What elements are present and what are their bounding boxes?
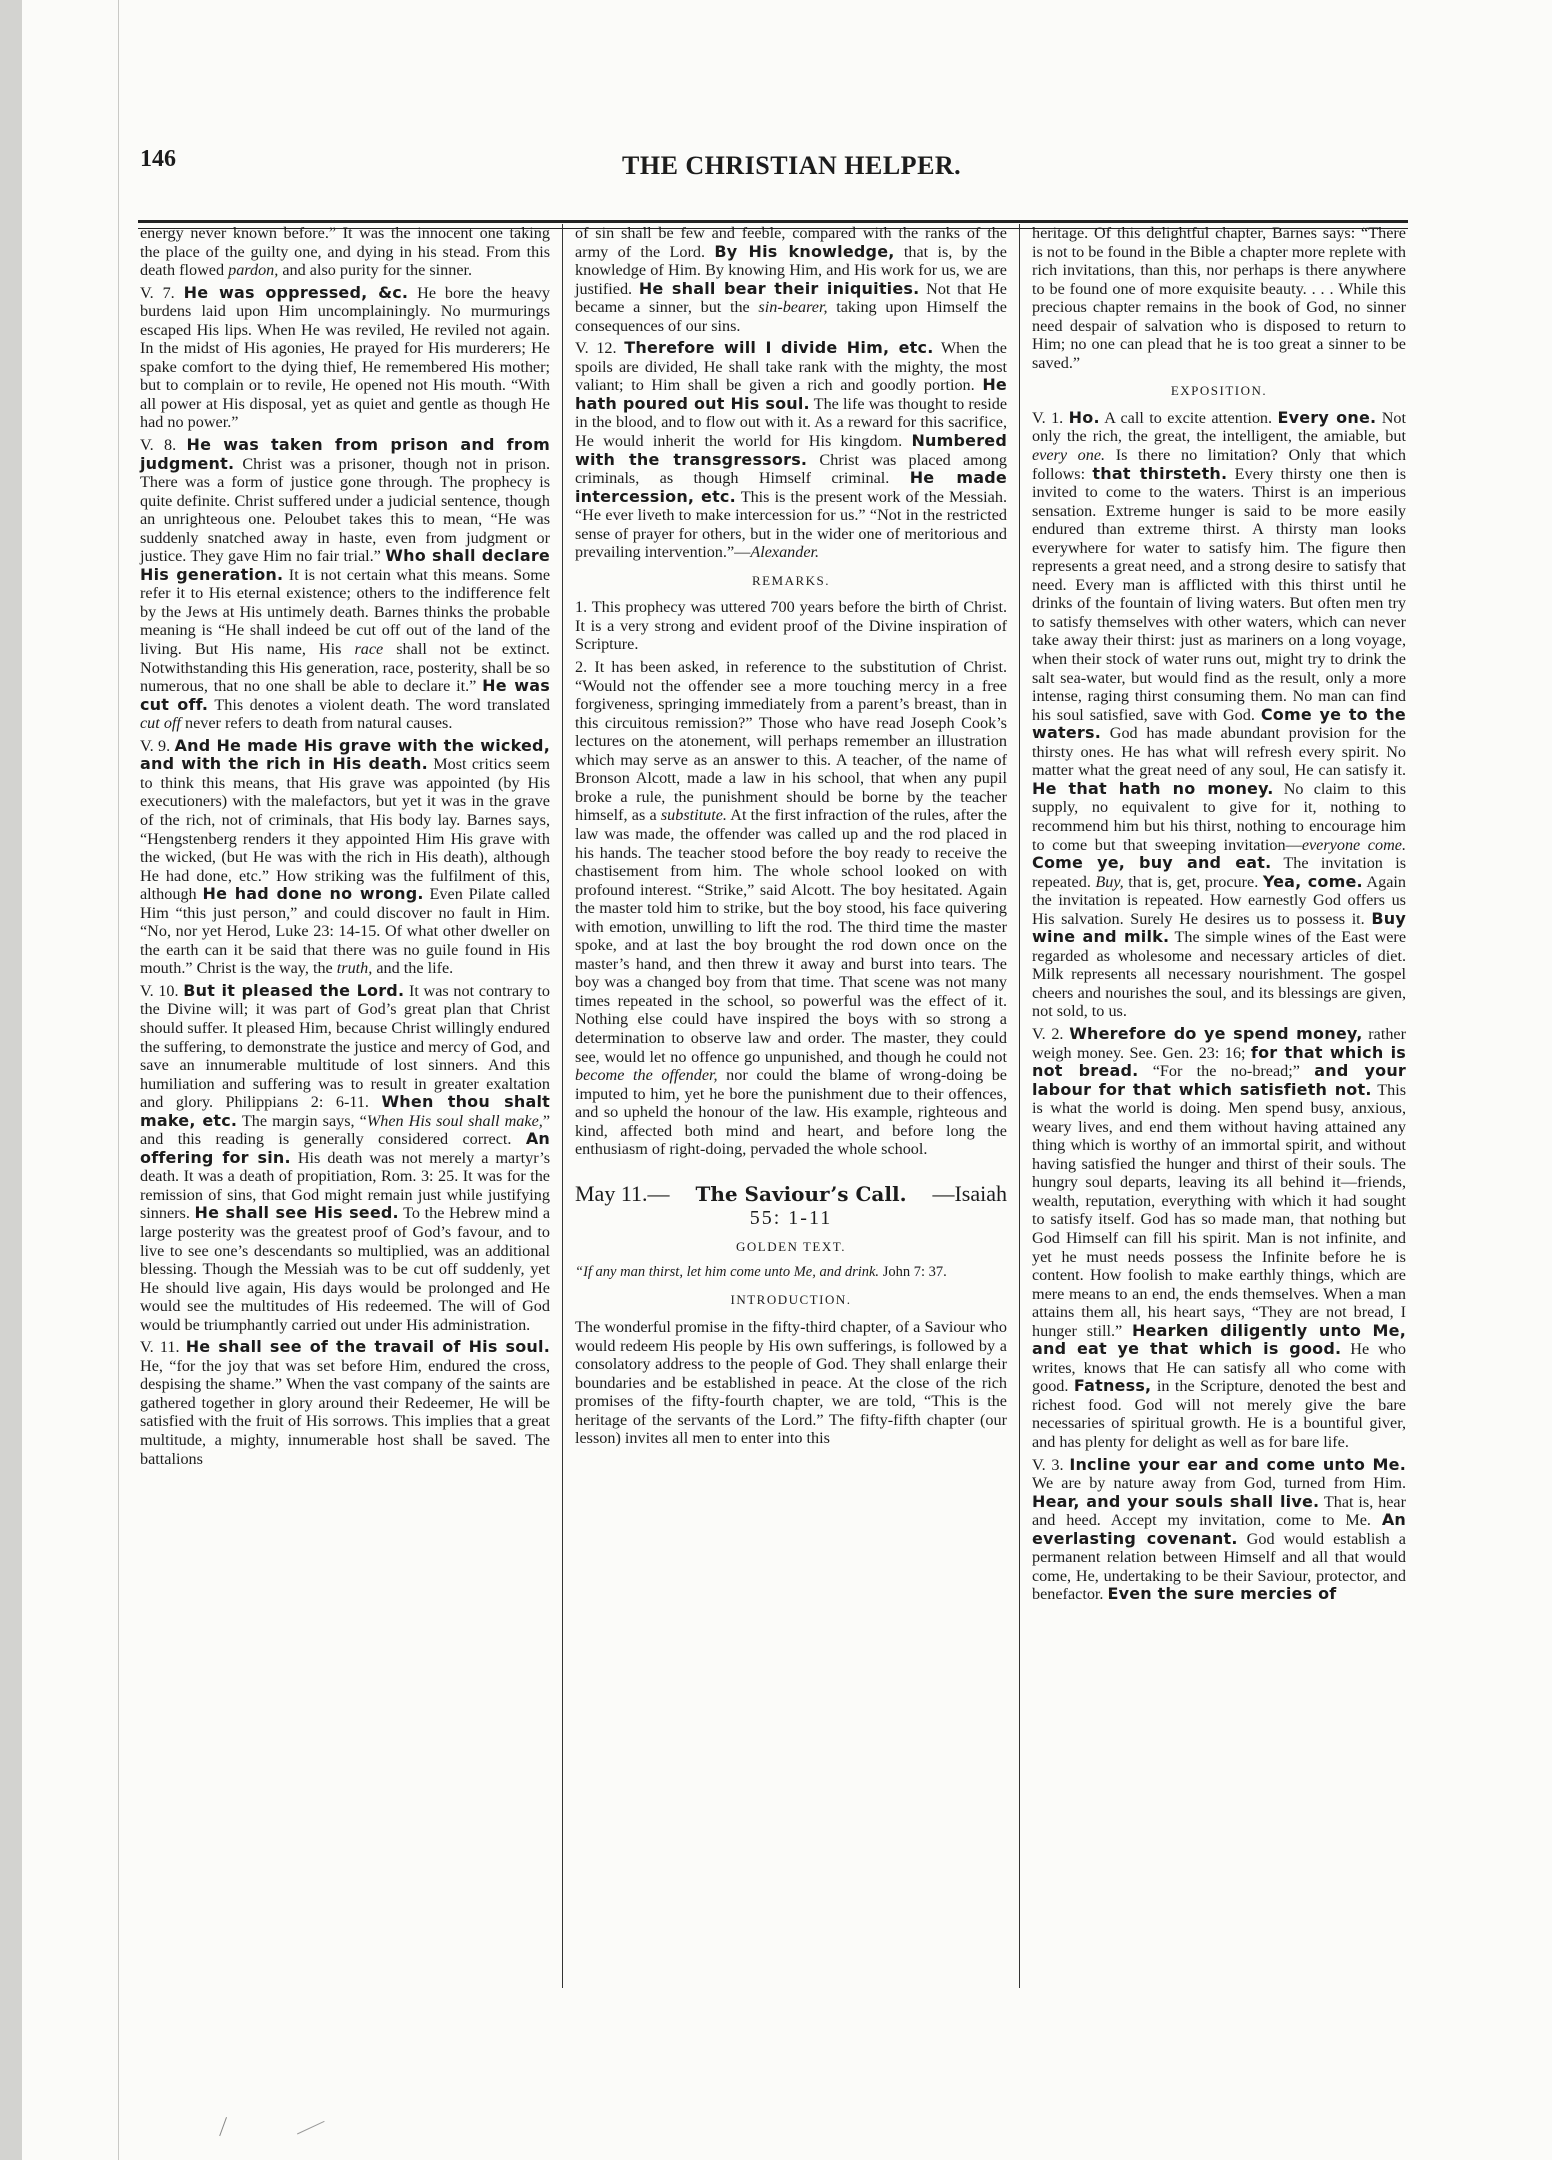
running-title: THE CHRISTIAN HELPER. bbox=[622, 151, 962, 180]
header-rule bbox=[138, 220, 1408, 223]
text-run: heritage. Of this delightful chapter, Barnes says: “There is not to be found in the Bible a chapter more replete with rich invitations, than this, nor perhaps is there anywhere to be found one of more exquisite beauty. . . . While this precious chapter remains in the book of God, no sinner need despair of salvation who is disposed to return to Him; no one can plead that he is too great a sinner to be saved.” bbox=[1032, 224, 1407, 372]
italic-run: substitute. bbox=[660, 806, 727, 825]
bold-run: He that hath no money. bbox=[1032, 778, 1274, 798]
bold-run: Come ye, buy and eat. bbox=[1032, 853, 1272, 873]
text-run: It was not contrary to the Divine will; it was part of God’s great plan that Christ should suffer. It pleased Him, because Christ willingly endured the suffering, to demonstrate the justice and mercy of God, and save an innumerable multitude of lost sinners. And this humiliation and suffering was to result in greater exaltation and glory. Philippians 2: 6-11. bbox=[140, 981, 550, 1112]
italic-run: every one. bbox=[1032, 446, 1106, 465]
bold-run: An everlasting covenant. bbox=[1032, 1510, 1406, 1548]
bold-run: He shall see His seed. bbox=[194, 1203, 399, 1223]
paragraph bbox=[1032, 1025, 1406, 1452]
text-run: V. 10. bbox=[140, 981, 184, 1000]
paragraph bbox=[1032, 224, 1406, 372]
bold-run: He hath poured out His soul. bbox=[575, 375, 1007, 413]
bold-run: And He made His grave with the wicked, and with the rich in His death. bbox=[140, 735, 550, 774]
paper-mark bbox=[289, 2105, 324, 2135]
text-run: We are by nature away from God, turned from Him. bbox=[1032, 1474, 1406, 1493]
lesson-name: The Saviour’s Call. bbox=[695, 1181, 907, 1206]
text-run: V. 1. bbox=[1032, 408, 1069, 427]
text-run: The wonderful promise in the fifty-third chapter, of a Saviour who would redeem His people by His own sufferings, is followed by a consolatory address to the people of God. They shall enlarge their boundaries and be established in peace. At the close of the rich promises of the fifty-fourth chapter, we are told, “This is the heritage of the servants of the Lord.” The fifty-fifth chapter (our lesson) invites all men to enter into this bbox=[575, 1317, 1007, 1448]
bold-run: Come ye to the waters. bbox=[1032, 704, 1406, 743]
text-run: ” and this reading is generally considered correct. bbox=[140, 1111, 550, 1149]
bold-run: He shall see of the travail of His soul. bbox=[185, 1337, 550, 1357]
text-run: never refers to death from natural causes. bbox=[180, 714, 453, 733]
text-run: “For the no-bread;” bbox=[1138, 1062, 1315, 1081]
text-run: V. 12. bbox=[575, 339, 625, 358]
paragraph bbox=[575, 598, 1007, 654]
text-run: That is, hear and heed. Accept my invitation, come to Me. bbox=[1032, 1492, 1406, 1530]
text-run: This is what the world is doing. Men spend busy, anxious, weary lives, and end them without having attained any thing which is worthy of an immortal spirit, and without having satisfied the hunger and thirst of their souls. The hungry soul departs, leaving its all behind it—friends, wealth, reputation, everything with which it had sought to satisfy itself. God has so made man, that nothing but God Himself can fill his spirit. Man is not infinite, and yet he must needs possess the Infinite before he is content. How foolish to make earthly things, which are mere means to an end, the ends themselves. When a man attains them all, his heart says, “They are not bread, I hunger still.” bbox=[1032, 1080, 1406, 1340]
text-run: that is, by the knowledge of Him. By knowing Him, and His work for us, we are justified. bbox=[575, 242, 1007, 298]
column-2-text bbox=[575, 224, 1007, 562]
page-sheet bbox=[22, 0, 1552, 2160]
column-divider bbox=[1019, 224, 1020, 1988]
text-run: He who writes, knows that He can satisfy all who come with good. bbox=[1032, 1340, 1406, 1396]
text-run: Not that He became a sinner, but the bbox=[575, 279, 1007, 317]
paragraph bbox=[575, 224, 1007, 335]
text-run: Not only the rich, the great, the intelligent, the amiable, but bbox=[1032, 408, 1406, 446]
paragraph bbox=[140, 284, 550, 432]
text-run: Is there no limitation? Only that which follows: bbox=[1032, 446, 1406, 483]
text-run: The life was thought to reside in the blood, and to flow out with it. As a reward for this sacrifice, He would inherit the world for His kingdom. bbox=[575, 394, 1008, 451]
page-number: 146 bbox=[140, 146, 176, 172]
italic-run: When His soul shall make, bbox=[366, 1111, 543, 1130]
paragraph bbox=[575, 1318, 1007, 1448]
italic-run: Buy, bbox=[1095, 872, 1124, 891]
bold-run: Hearken diligently unto Me, and eat ye that which is good. bbox=[1032, 1320, 1406, 1359]
paragraph bbox=[575, 658, 1007, 1159]
text-run: The margin says, “ bbox=[237, 1111, 367, 1130]
text-run: Again the invitation is repeated. How earnestly God offers us His salvation. Surely He desires us to possess it. bbox=[1032, 872, 1406, 928]
text-run: nor could the blame of wrong-doing be imputed to him, yet he bore the punishment due to their offences, and so upheld the honour of the law. His example, righteous and kind, affected both mind and heart, and before long the enthusiasm of right-doing, pervaded the whole school. bbox=[575, 1066, 1007, 1159]
italic-run: become the offender, bbox=[575, 1066, 718, 1085]
text-run: The simple wines of the East were regarded as wholesome and necessary articles of diet. Milk represents all necessary nourishment. The gospel cheers and nourishes the soul, and its blessings are given, not sold, to us. bbox=[1032, 928, 1407, 1021]
italic-run: truth, bbox=[336, 959, 373, 978]
introduction-heading: INTRODUCTION. bbox=[730, 1292, 852, 1308]
column-divider bbox=[562, 224, 563, 1988]
paragraph bbox=[140, 1338, 550, 1468]
text-run: V. 9. bbox=[140, 736, 175, 755]
column-3-text bbox=[1032, 224, 1406, 372]
bold-run: Yea, come. bbox=[1262, 871, 1363, 891]
golden-text-heading: GOLDEN TEXT. bbox=[736, 1238, 846, 1254]
bold-run: Hear, and your souls shall live. bbox=[1032, 1491, 1320, 1511]
text-run: At the first infraction of the rules, after the law was made, the offender was called up and the rod placed in his hands. The teacher stood before the boy ready to receive the chastisement from him. The whole school looked on with profound interest. “Strike,” said Alcott. The boy hesitated. Again the master told him to strike, but the boy stood, his face quivering with emotion, unwilling to lift the rod. The third time the master spoke, and at last the boy brought the rod down once on the master’s hand, and then threw it away and burst into tears. The boy was a changed boy from that time. That scene was not many times repeated in the school, so powerful was the effect of it. Nothing else could have inspired the boys with so strong a determination to observe law and order. The master, they could see, would let no offence go unpunished, and though he could not bbox=[575, 806, 1007, 1066]
text-run: energy never known before.” It was the innocent one taking the place of the guilty one, and dying in his stead. From this death flowed bbox=[140, 224, 550, 280]
italic-run: sin-bearer, bbox=[758, 298, 828, 317]
golden-text bbox=[575, 1264, 1007, 1281]
remarks-heading: REMARKS. bbox=[751, 572, 831, 588]
lesson-title bbox=[575, 1180, 1007, 1206]
text-run: and also purity for the sinner. bbox=[278, 261, 473, 280]
bold-run: He was taken from prison and from judgment. bbox=[140, 435, 550, 473]
column-3 bbox=[1032, 224, 1406, 1608]
text-run: shall not be extinct. Notwithstanding this His generation, race, posterity, shall be so numerous, that no one shall be able to declare it.” bbox=[140, 640, 550, 696]
lesson-reference: 55: 1-11 bbox=[749, 1207, 833, 1230]
bold-run: An offering for sin. bbox=[140, 1129, 550, 1167]
text-run: God has made abundant provision for the thirsty ones. He has what will refresh every spirit. No matter what the great need of any soul, He can satisfy it. bbox=[1032, 724, 1406, 780]
introduction-text bbox=[575, 1318, 1007, 1448]
italic-run: everyone come. bbox=[1301, 835, 1406, 854]
bold-run: Wherefore do ye spend money, bbox=[1069, 1023, 1363, 1043]
text-run: He bore the heavy burdens laid upon Him uncomplainingly. No murmurings escaped His lips. When He was reviled, He reviled not again. In the midst of His agonies, He prayed for His murderers; He spake comfort to the dying thief, He remembered His mother; but to complain or to revile, He opened not His mouth. “With all power at His disposal, yet as quiet and gentle as though He had no power.” bbox=[140, 283, 550, 432]
bold-run: Buy wine and milk. bbox=[1032, 908, 1406, 947]
paragraph bbox=[140, 224, 550, 280]
bold-run: He shall bear their iniquities. bbox=[638, 278, 920, 298]
lesson-date: May 11.— bbox=[575, 1180, 670, 1206]
golden-text-ref: John 7: 37. bbox=[882, 1264, 947, 1281]
column-1-text bbox=[140, 224, 550, 1468]
text-run: in the Scripture, denoted the best and richest food. God will not merely give the bare necessaries of spiritual growth. He is a bountiful giver, and has plenty for delight as well as for bare life. bbox=[1032, 1377, 1407, 1451]
bold-run: Who shall declare His generation. bbox=[140, 546, 550, 584]
text-run: No claim to this supply, no equivalent to give for it, nothing to recommend him but his thirst, nothing to encourage him to come but that sweeping invitation— bbox=[1032, 779, 1406, 854]
italic-run: pardon, bbox=[228, 261, 279, 280]
bold-run: But it pleased the Lord. bbox=[183, 980, 405, 1000]
bold-run: He was cut off. bbox=[140, 676, 550, 714]
bold-run: Numbered with the transgressors. bbox=[575, 431, 1007, 469]
text-run: V. 2. bbox=[1032, 1024, 1070, 1043]
text-run: Christ was placed among criminals, as though Himself criminal. bbox=[575, 450, 1007, 488]
paper-mark bbox=[219, 2117, 246, 2143]
text-run: He, “for the joy that was set before Him, endured the cross, despising the shame.” When the vast company of the saints are gathered together in glory around their Redeemer, He will be satisfied with the fruit of His sorrows. This implies that a great multitude, a mighty, innumerable host shall be saved. The battalions bbox=[140, 1356, 550, 1468]
bold-run: that thirsteth. bbox=[1092, 463, 1228, 483]
bold-run: When thou shalt make, etc. bbox=[140, 1092, 550, 1130]
bold-run: Incline your ear and come unto Me. bbox=[1069, 1454, 1406, 1474]
text-run: Even Pilate called Him “this just person,” and could discover no fault in Him. “No, nor yet Herod, Luke 23: 14-15. Of what other dweller on the earth can it be said that there was no guile found in His mouth.” Christ is the way, the bbox=[140, 885, 550, 978]
bold-run: Ho. bbox=[1068, 407, 1100, 427]
text-run: God would establish a permanent relation between Himself and all that would come, He, undertaking to be their Saviour, protector, and benefactor. bbox=[1032, 1529, 1406, 1604]
text-run: When the spoils are divided, He shall take rank with the mighty, the most valiant; to Him shall be given a rich and goodly portion. bbox=[575, 339, 1007, 395]
text-run: 2. It has been asked, in reference to the substitution of Christ. “Would not the offender see a more touching mercy in a free forgiveness, springing immediately from a parent’s breast, than in this circuitous remission?” Those who have read Joseph Cook’s lectures on the atonement, will perhaps remember an illustration which may serve as an answer to this. A teacher, of the name of Bronson Alcott, made a law in his school, that when any pupil broke a rule, the punishment should be borne by the teacher himself, as a bbox=[575, 658, 1007, 825]
bold-run: Therefore will I divide Him, etc. bbox=[624, 338, 934, 358]
text-run: The invitation is repeated. bbox=[1032, 854, 1406, 891]
text-run: of sin shall be few and feeble, compared with the ranks of the army of the Lord. bbox=[575, 224, 1007, 261]
text-run: His death was not merely a martyr’s death. It was a death of propitiation, Rom. 3: 25. It was for the remission of sins, that God might remain just while justifying sinners. bbox=[140, 1148, 550, 1223]
remarks-text bbox=[575, 598, 1007, 1158]
bold-run: He made intercession, etc. bbox=[575, 468, 1007, 506]
bold-run: He was oppressed, &c. bbox=[183, 282, 409, 302]
paragraph bbox=[575, 339, 1007, 562]
text-run: Most critics seem to think this means, that His grave was appointed (by His executioners) with the malefactors, but yet it was in the grave of the rich, not of criminals, that His body lay. Barnes says, “Hengstenberg renders it they appointed Him His grave with the wicked, (but He was with the rich in His death), although He had done, etc.” How striking was the fulfilment of this, although bbox=[140, 755, 550, 904]
bold-run: Every one. bbox=[1277, 407, 1377, 427]
bold-run: for that which is not bread. bbox=[1032, 1042, 1406, 1081]
text-run: This denotes a violent death. The word translated bbox=[208, 695, 551, 714]
text-run: rather weigh money. See. Gen. 23: 16; bbox=[1032, 1024, 1406, 1062]
text-run: Every thirsty one then is invited to come to the waters. Thirst is an imperious sensation. Extreme hunger is said to be more easily endured than extreme thirst. A thirsty man looks everywhere for water to satisfy him. The figure then represents a great need, and a strong desire to satisfy that need. Every man is afflicted with this thirst until he drinks of the fountain of living waters. But often men try to satisfy themselves with other waters, which can never take away their thirst: just as mariners on a long voyage, when their stock of water runs out, might try to drink the salt sea-water, but would find as the result, only a more intense, raging thirst consuming them. No man can find his soul satisfied, save with God. bbox=[1032, 464, 1407, 724]
italic-run: Alexander. bbox=[750, 543, 820, 562]
lesson-book: —Isaiah bbox=[932, 1180, 1007, 1206]
bold-run: and your labour for that which satisfieth not. bbox=[1032, 1061, 1407, 1099]
column-1 bbox=[140, 224, 550, 1472]
paragraph bbox=[1032, 409, 1406, 1021]
text-run: V. 3. bbox=[1032, 1455, 1070, 1474]
italic-run: cut off bbox=[140, 714, 181, 733]
column-2 bbox=[575, 224, 1007, 1452]
text-run: 1. This prophecy was uttered 700 years before the birth of Christ. It is a very strong and evident proof of the Divine inspiration of Scripture. bbox=[575, 598, 1007, 654]
bold-run: He had done no wrong. bbox=[202, 884, 424, 904]
exposition-text bbox=[1032, 409, 1406, 1604]
text-run: It is not certain what this means. Some refer it to His eternal existence; others to the indifference felt by the Jews at His untimely death. Barnes thinks the probable meaning is “He shall indeed be cut off out of the land of the living. But His name, His bbox=[140, 565, 551, 659]
text-run: taking upon Himself the consequences of our sins. bbox=[575, 298, 1007, 335]
text-run: Christ was a prisoner, though not in prison. There was a form of justice gone through. The prophecy is quite definite. Christ suffered under a judicial sentence, though an unrighteous one. Peloubet takes this to mean, “He was suddenly snatched away in haste, even from judgment or justice. They gave Him no fair trial.” bbox=[140, 454, 550, 566]
bold-run: Even the sure mercies of bbox=[1107, 1584, 1337, 1604]
text-run: V. 8. bbox=[140, 436, 187, 455]
text-run: A call to excite attention. bbox=[1099, 408, 1278, 427]
binding-edge bbox=[118, 0, 119, 2160]
text-run: and the life. bbox=[372, 959, 454, 978]
exposition-heading: EXPOSITION. bbox=[1170, 383, 1268, 399]
italic-run: race bbox=[354, 640, 384, 659]
bold-run: Fatness, bbox=[1073, 1376, 1152, 1396]
paragraph bbox=[140, 737, 550, 978]
text-run: This is the present work of the Messiah. “He ever liveth to make intercession for us.” “Not in the restricted sense of prayer for others, but in the wider one of meritorious and prevailing intervention.”— bbox=[575, 487, 1008, 562]
text-run: V. 7. bbox=[140, 283, 184, 302]
golden-text-quote: “If any man thirst, let him come unto Me, and drink. bbox=[575, 1264, 880, 1281]
paragraph bbox=[140, 982, 550, 1334]
paragraph bbox=[140, 436, 550, 733]
paragraph bbox=[1032, 1456, 1406, 1604]
text-run: To the Hebrew mind a large posterity was the greatest proof of God’s favour, and to live to see one’s descendants so multiplied, was an additional blessing. Though the Messiah was to be cut off suddenly, yet He should live again, His days would be prolonged and He would see the multitudes of His redeemed. The will of God would be triumphantly carried out under His administration. bbox=[140, 1204, 550, 1334]
bold-run: By His knowledge, bbox=[714, 241, 895, 261]
text-run: that is, get, procure. bbox=[1123, 872, 1263, 891]
text-run: V. 11. bbox=[140, 1338, 186, 1357]
